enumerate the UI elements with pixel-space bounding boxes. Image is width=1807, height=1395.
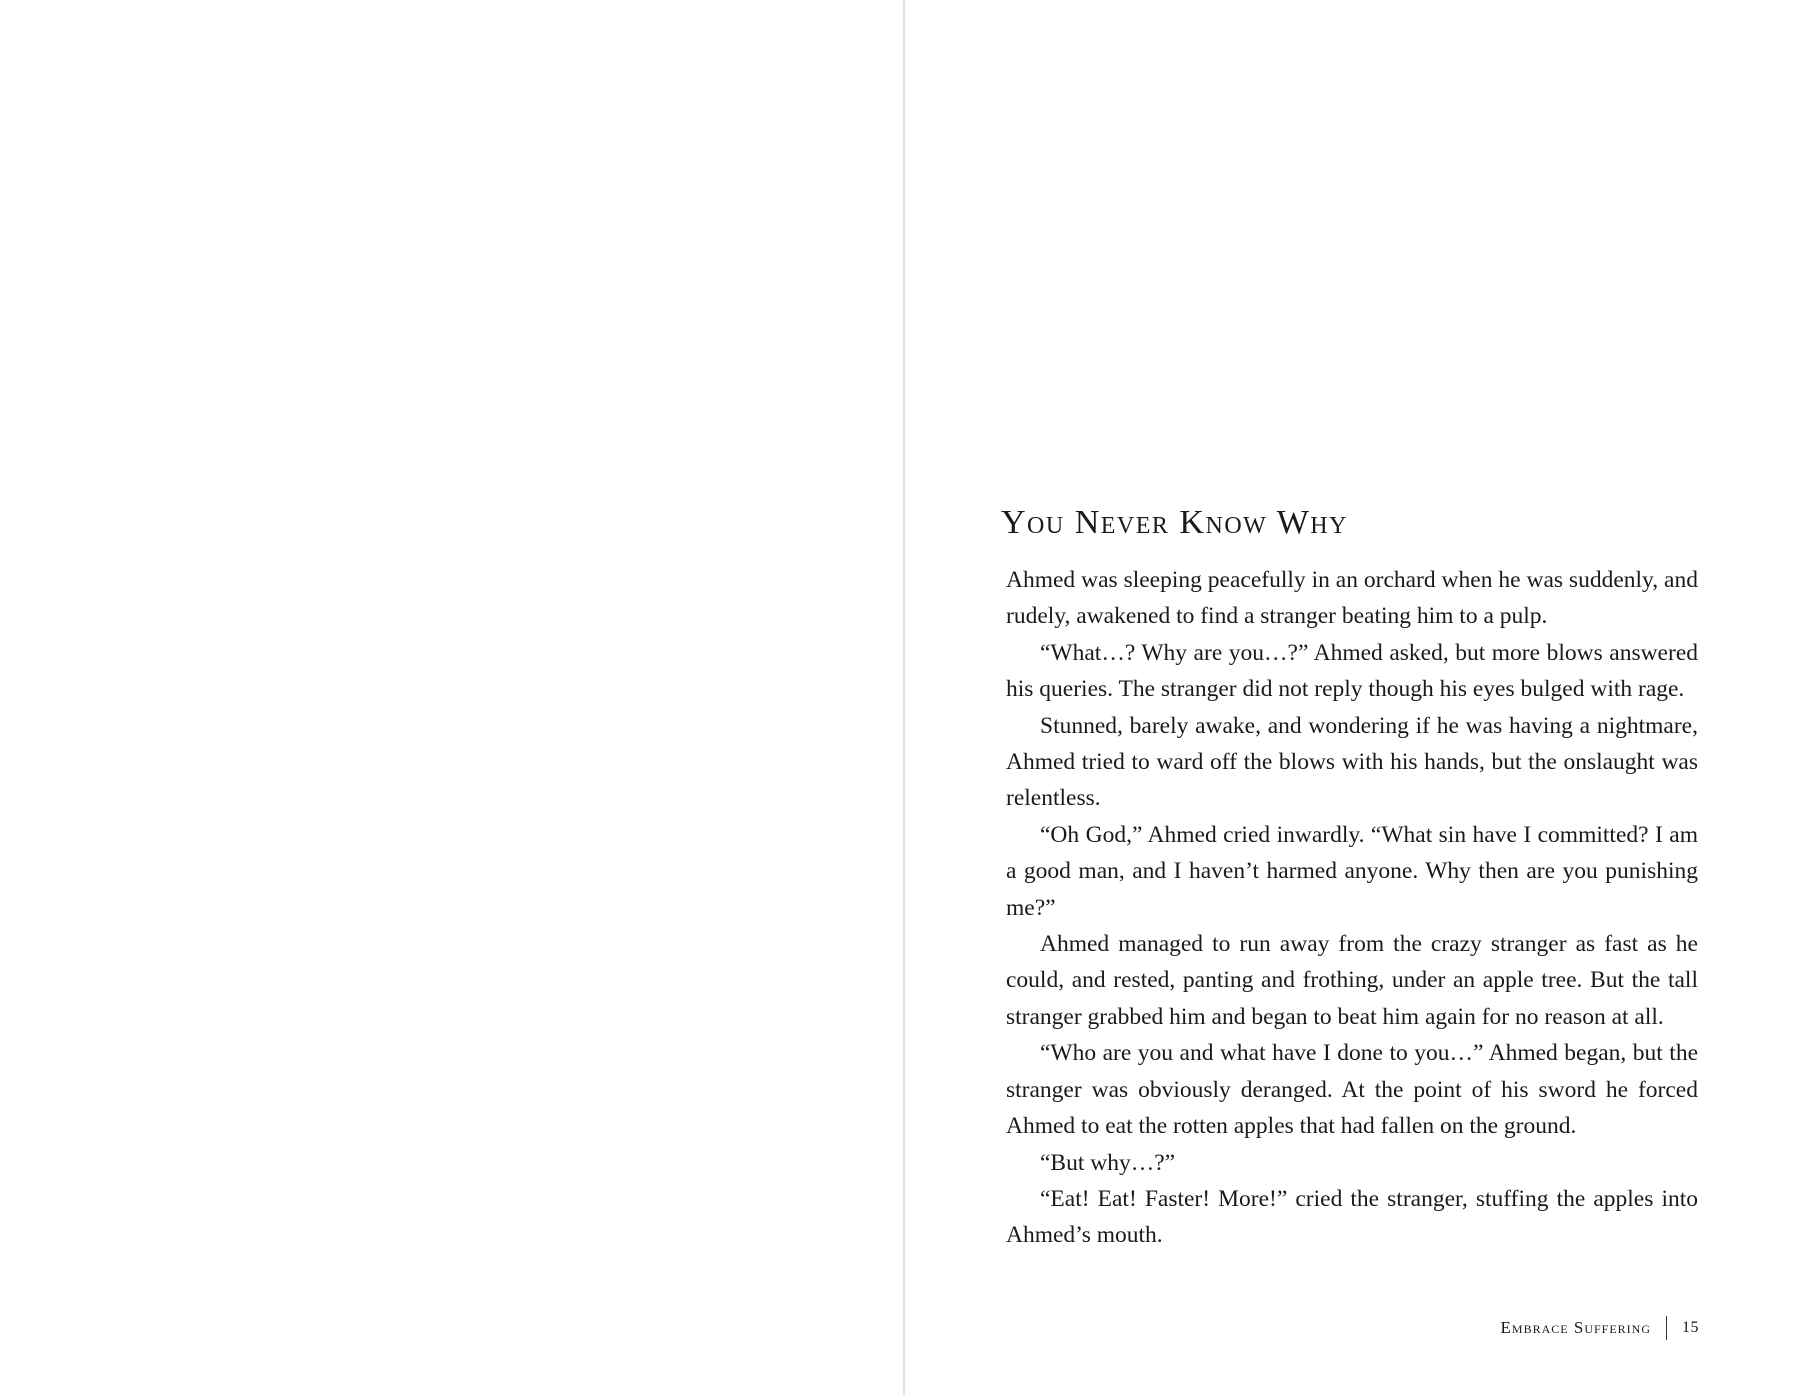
paragraph-1: Ahmed was sleeping peacefully in an orchard when he was suddenly, and rudely, awakened to find a stranger beating him to a pulp.: [1006, 567, 1698, 630]
paragraph-4: “Oh God,” Ahmed cried inwardly. “What sin have I committed? I am a good man, and I haven’t harmed anyone. Why then are you punishing me?”: [1006, 821, 1698, 921]
paragraph-7: “But why…?”: [1040, 1149, 1176, 1176]
paragraph-5: Ahmed managed to run away from the crazy stranger as fast as he could, and rested, panting and frothing, under an apple tree. But the tall stranger grabbed him and began to beat him again for no reason at all.: [1006, 931, 1698, 1030]
footer-divider: [1666, 1316, 1667, 1340]
running-head: Embrace Suffering: [1500, 1318, 1651, 1337]
paragraph-6: “Who are you and what have I done to you…” Ahmed began, but the stranger was obviously deranged. At the point of his sword he forced Ahmed to eat the rotten apples that had fallen on the ground.: [1006, 1040, 1698, 1140]
paragraph-3: Stunned, barely awake, and wondering if he was having a nightmare, Ahmed tried to ward off the blows with his hands, but the onslaught was relentless.: [1006, 712, 1698, 812]
chapter-body: [1006, 562, 1698, 1254]
left-page-blank: [0, 0, 903, 1395]
chapter-title: You Never Know Why: [1001, 504, 1348, 541]
paragraph-2: “What…? Why are you…?” Ahmed asked, but more blows answered his queries. The stranger did not reply though his eyes bulged with rage.: [1006, 639, 1698, 703]
paragraph-8: “Eat! Eat! Faster! More!” cried the stranger, stuffing the apples into Ahmed’s mouth.: [1006, 1185, 1698, 1249]
page-footer: [1501, 1316, 1699, 1340]
right-page: [905, 0, 1807, 1395]
page-number: 15: [1682, 1319, 1699, 1336]
